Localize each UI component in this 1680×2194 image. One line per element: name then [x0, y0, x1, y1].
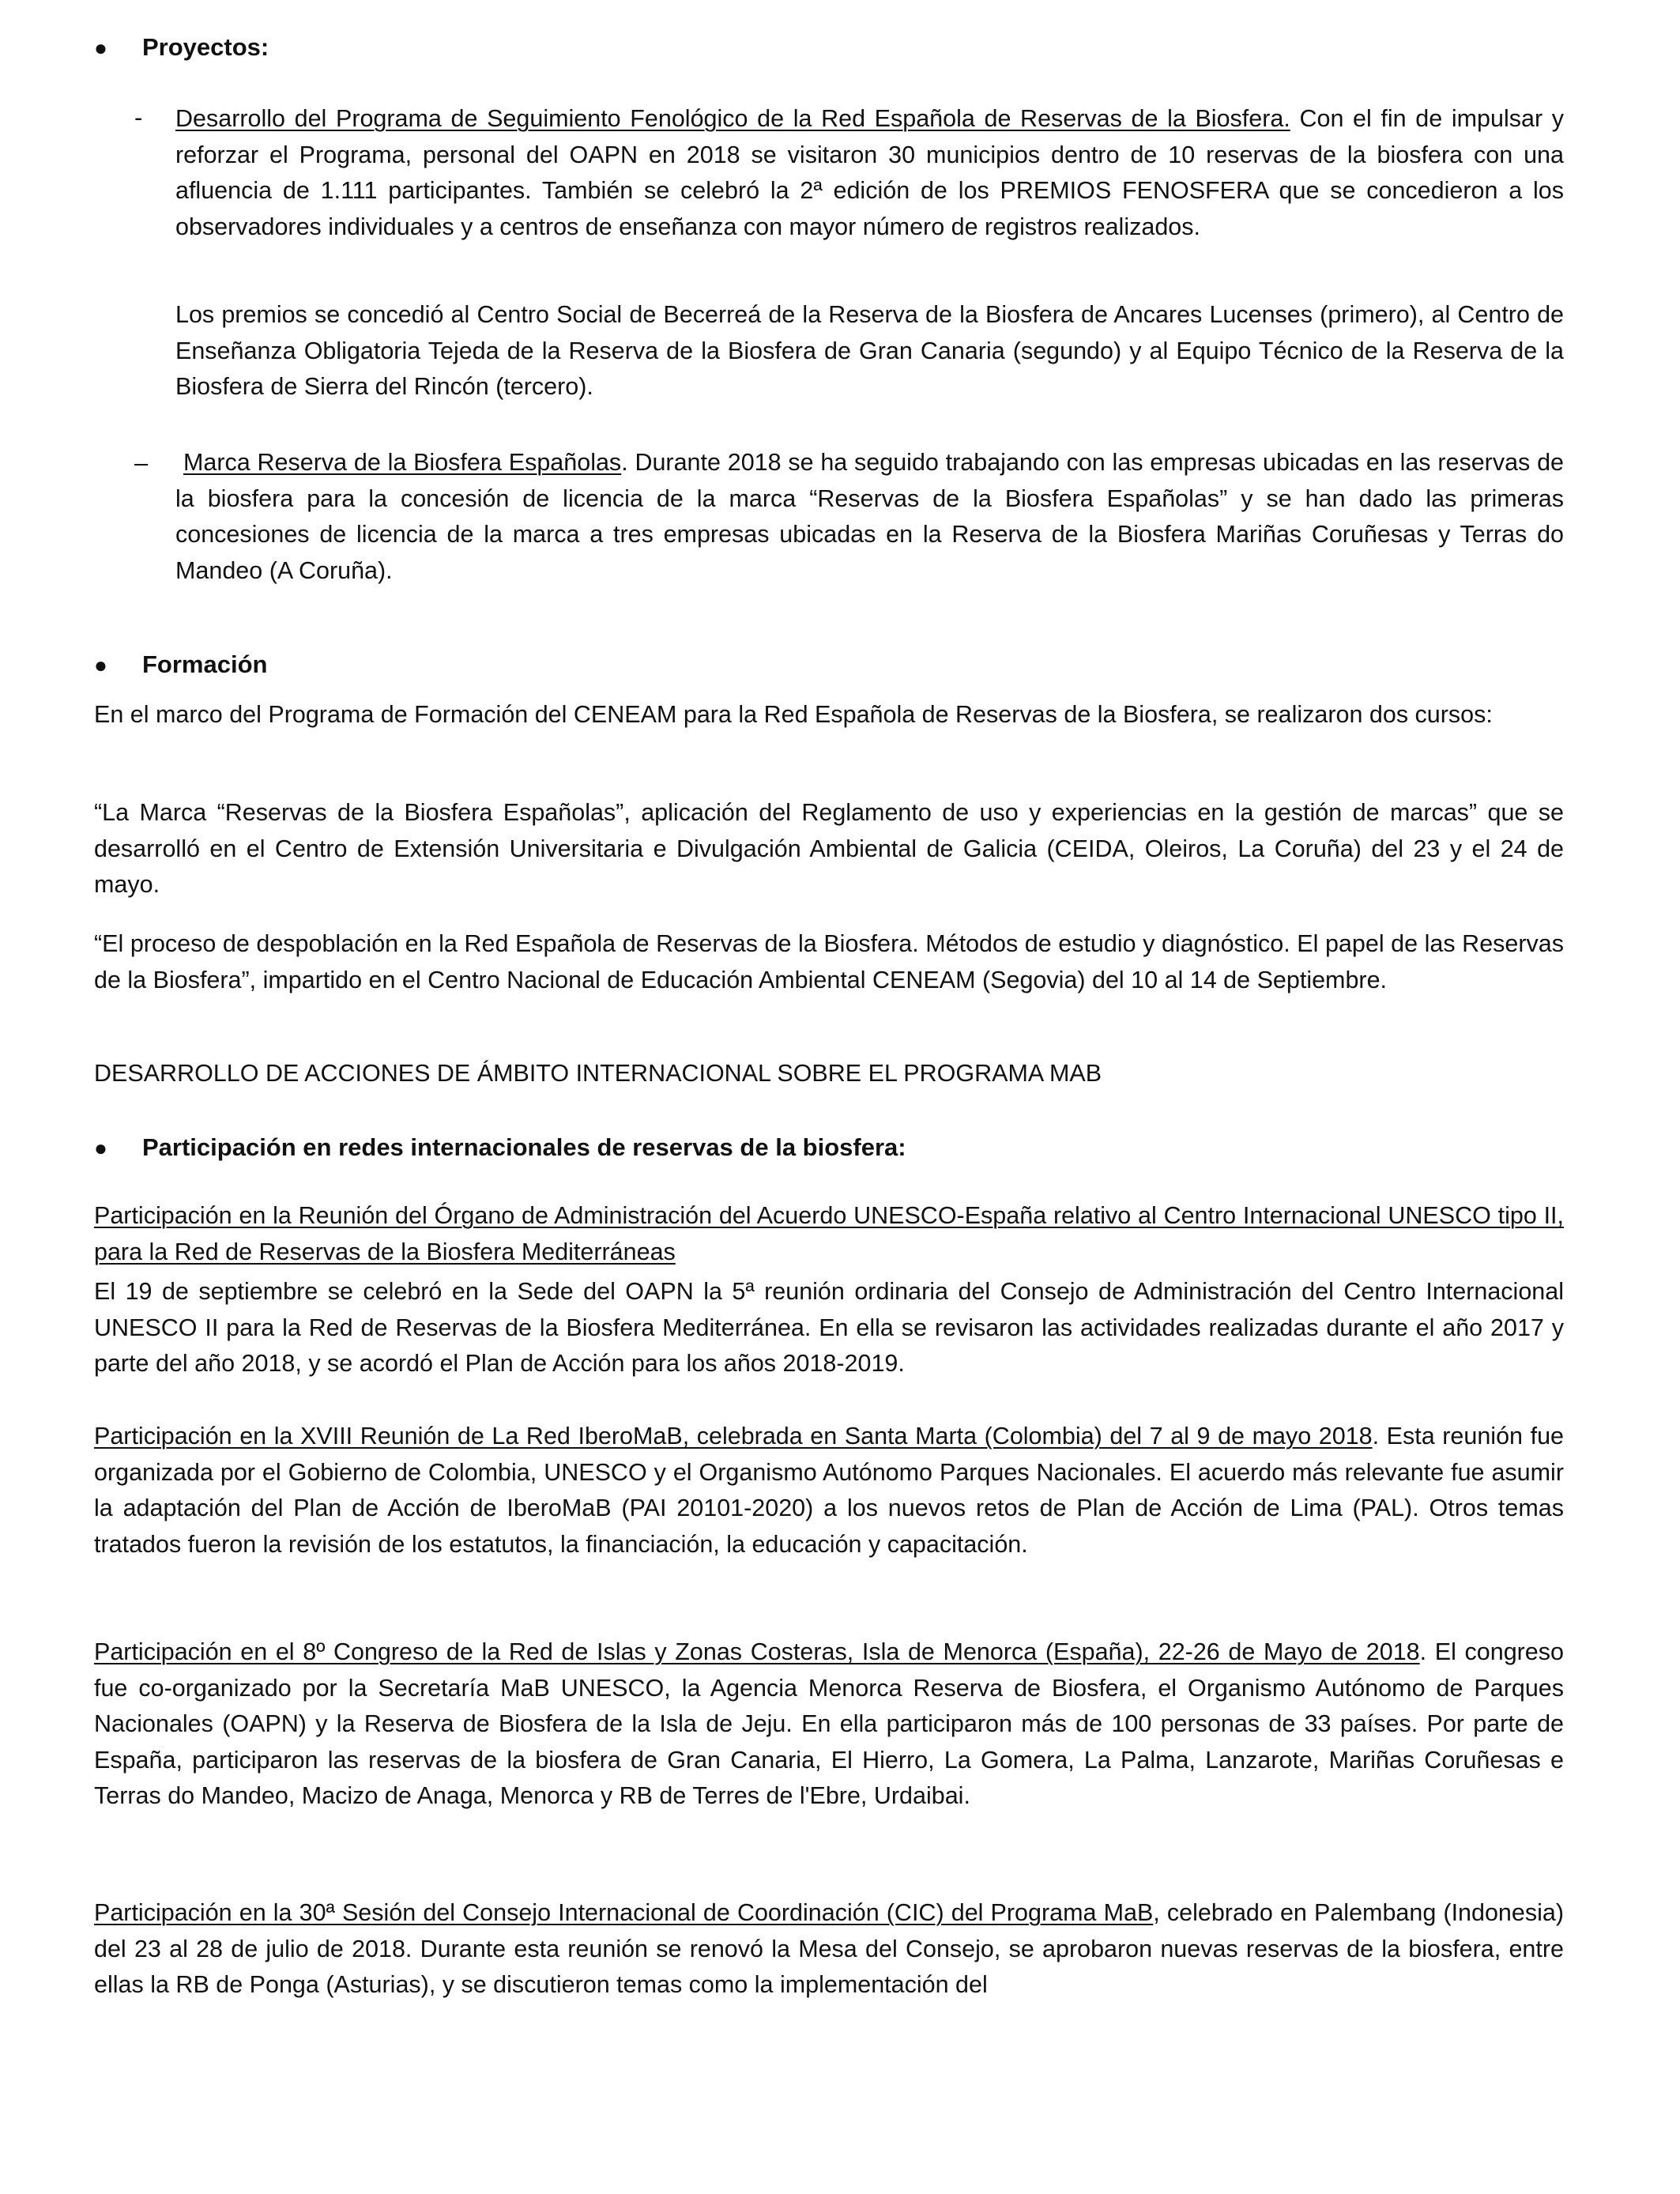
dash-marker: – — [134, 449, 149, 477]
section-heading-participacion: Participación en redes internacionales de reservas de la biosfera: — [142, 1133, 906, 1161]
paragraph-unesco: El 19 de septiembre se celebró en la Sede del OAPN la 5ª reunión ordinaria del Consejo de Administración del Centro Internacional UNESCO II para la Red de Reservas de la Biosfera Mediterránea. En ella se revisaron las actividades realizadas durante el año 2017 y parte del año 2018, y se acordó el Plan de Acción para los años 2018-2019. — [94, 1278, 1564, 1377]
paragraph-title-link: Participación en el 8º Congreso de la Red de Islas y Zonas Costeras, Isla de Menorca (España), 22-26 de Mayo de 2018 — [94, 1638, 1420, 1665]
paragraph-title-link: Marca Reserva de la Biosfera Españolas — [183, 449, 622, 476]
paragraph-unesco-title — [94, 1198, 1564, 1270]
paragraph-curso-2: “El proceso de despoblación en la Red Española de Reservas de la Biosfera. Métodos de estudio y diagnóstico. El papel de las Reservas de la Biosfera”, impartido en el Centro Nacional de Educación Ambiental CENEAM (Segovia) del 10 al 14 de Septiembre. — [94, 930, 1564, 993]
paragraph-title-link: Participación en la 30ª Sesión del Consejo Internacional de Coordinación (CIC) del Programa MaB — [94, 1899, 1154, 1926]
paragraph-marca: Marca Reserva de la Biosfera Españolas. Durante 2018 se ha seguido trabajando con las empresas ubicadas en las reservas de la biosfera para la concesión de licencia de la marca “Reservas de la Biosfera Españolas” y se han dado las primeras concesiones de licencia de la marca a tres empresas ubicadas en la Reserva de la Biosfera Mariñas Coruñesas y Terras do Mandeo (A Coruña). — [175, 449, 1564, 584]
paragraph-title-link: Participación en la Reunión del Órgano de Administración del Acuerdo UNESCO-España relativo al Centro Internacional UNESCO tipo II, para la Red de Reservas de la Biosfera Mediterráneas — [94, 1202, 1564, 1265]
paragraph-title-link: Participación en la XVIII Reunión de La Red IberoMaB, celebrada en Santa Marta (Colombia) del 7 al 9 de mayo 2018 — [94, 1423, 1373, 1449]
bullet-icon: ● — [94, 653, 107, 677]
paragraph-formacion-intro: En el marco del Programa de Formación del CENEAM para la Red Española de Reservas de la Biosfera, se realizaron dos cursos: — [94, 701, 1493, 728]
dash-marker: - — [134, 104, 143, 131]
section-title-internacional: DESARROLLO DE ACCIONES DE ÁMBITO INTERNACIONAL SOBRE EL PROGRAMA MAB — [94, 1060, 1102, 1087]
paragraph-iberomab: Participación en la XVIII Reunión de La Red IberoMaB, celebrada en Santa Marta (Colombia) del 7 al 9 de mayo 2018. Esta reunión fue organizada por el Gobierno de Colombia, UNESCO y el Organismo Autónomo Parques Nacionales. El acuerdo más relevante fue asumir la adaptación del Plan de Acción de IberoMaB (PAI 20101-2020) a los nuevos retos de Plan de Acción de Lima (PAL). Otros temas tratados fueron la revisión de los estatutos, la financiación, la educación y capacitación. — [94, 1423, 1564, 1558]
paragraph-curso-1: “La Marca “Reservas de la Biosfera Españolas”, aplicación del Reglamento de uso y experiencias en la gestión de marcas” que se desarrolló en el Centro de Extensión Universitaria e Divulgación Ambiental de Galicia (CEIDA, Oleiros, La Coruña) del 23 y el 24 de mayo. — [94, 799, 1564, 898]
paragraph-cic: Participación en la 30ª Sesión del Consejo Internacional de Coordinación (CIC) del Programa MaB, celebrado en Palembang (Indonesia) del 23 al 28 de julio de 2018. Durante esta reunión se renovó la Mesa del Consejo, se aprobaron nuevas reservas de la biosfera, entre ellas la RB de Ponga (Asturias), y se discutieron temas como la implementación del — [94, 1899, 1564, 1998]
paragraph-fenologico: Desarrollo del Programa de Seguimiento Fenológico de la Red Española de Reservas de la Biosfera. Con el fin de impulsar y reforzar el Programa, personal del OAPN en 2018 se visitaron 30 municipios dentro de 10 reservas de la biosfera con una afluencia de 1.111 participantes. También se celebró la 2ª edición de los PREMIOS FENOSFERA que se concedieron a los observadores individuales y a centros de enseñanza con mayor número de registros realizados. — [175, 105, 1564, 240]
bullet-icon: ● — [94, 1136, 107, 1160]
paragraph-premios: Los premios se concedió al Centro Social de Becerreá de la Reserva de la Biosfera de Ancares Lucenses (primero), al Centro de Enseñanza Obligatoria Tejeda de la Reserva de la Biosfera de Gran Canaria (segundo) y al Equipo Técnico de la Reserva de la Biosfera de Sierra del Rincón (tercero). — [175, 301, 1564, 400]
section-heading-proyectos: Proyectos: — [142, 33, 269, 61]
paragraph-congreso-islas: Participación en el 8º Congreso de la Red de Islas y Zonas Costeras, Isla de Menorca (España), 22-26 de Mayo de 2018. El congreso fue co-organizado por la Secretaría MaB UNESCO, la Agencia Menorca Reserva de Biosfera, el Organismo Autónomo de Parques Nacionales (OAPN) y la Reserva de Biosfera de la Isla de Jeju. En ella participaron más de 100 personas de 33 países. Por parte de España, participaron las reservas de la biosfera de Gran Canaria, El Hierro, La Gomera, La Palma, Lanzarote, Mariñas Coruñesas e Terras do Mandeo, Macizo de Anaga, Menorca y RB de Terres de l'Ebre, Urdaibai. — [94, 1638, 1564, 1809]
section-heading-formacion: Formación — [142, 650, 268, 678]
paragraph-title-link: Desarrollo del Programa de Seguimiento Fenológico de la Red Española de Reservas de la Biosfera. — [175, 105, 1290, 132]
bullet-icon: ● — [94, 36, 107, 60]
